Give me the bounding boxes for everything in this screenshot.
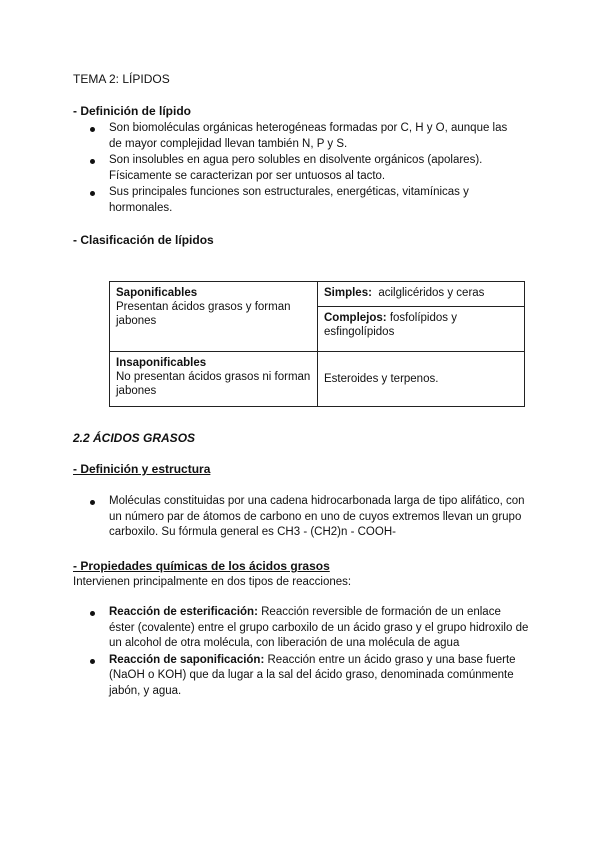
bullet-icon (90, 191, 95, 196)
subheading-definicion-estructura: - Definición y estructura (73, 462, 211, 476)
table-cell-complejos: Complejos: fosfolípidos y esfingolípidos (318, 307, 525, 352)
document-title: TEMA 2: LÍPIDOS (73, 72, 170, 86)
section-heading-definicion-lipido: - Definición de lípido (73, 104, 191, 118)
lipid-classification-table (109, 281, 525, 407)
list-item: Moléculas constituidas por una cadena hidrocarbonada larga de tipo alifático, con un número par de átomos de carbono en uno de cuyos extremos llevan un grupo carboxilo. Su fórmula general es CH3 - (CH2)n - COOH- (73, 494, 529, 541)
lipid-definition-list (73, 121, 523, 217)
table-cell-insaponificables: Insaponificables No presentan ácidos grasos ni forman jabones (110, 352, 318, 407)
table-cell-esteroides: Esteroides y terpenos. (318, 352, 525, 407)
reactions-list (73, 605, 529, 700)
list-item: Son insolubles en agua pero solubles en disolvente orgánicos (apolares). Físicamente se caracterizan por ser untuosos al tacto. (73, 153, 523, 184)
table-cell-saponificables: Saponificables Presentan ácidos grasos y forman jabones (110, 282, 318, 352)
list-item: Son biomoléculas orgánicas heterogéneas formadas por C, H y O, aunque las de mayor complejidad llevan también N, P y S. (73, 121, 523, 152)
list-item: Sus principales funciones son estructurales, energéticas, vitamínicas y hormonales. (73, 185, 523, 216)
reactions-intro: Intervienen principalmente en dos tipos de reacciones: (73, 576, 352, 588)
bullet-icon (90, 659, 95, 664)
list-item: Reacción de esterificación: Reacción reversible de formación de un enlace éster (covalente) entre el grupo carboxilo de un ácido graso y el grupo hidroxilo de un alcohol de otra molécula, con liberación de una molécula de agua (73, 605, 529, 652)
list-item: Reacción de saponificación: Reacción entre un ácido graso y una base fuerte (NaOH o KOH) que da lugar a la sal del ácido graso, denominada comúnmente jabón, y agua. (73, 653, 529, 700)
bullet-icon (90, 500, 95, 505)
bullet-icon (90, 127, 95, 132)
subheading-propiedades-quimicas: - Propiedades químicas de los ácidos grasos (73, 559, 330, 573)
table-cell-simples: Simples: acilglicéridos y ceras (318, 282, 525, 307)
fatty-acid-definition-list (73, 494, 529, 542)
bullet-icon (90, 159, 95, 164)
section-heading-clasificacion: - Clasificación de lípidos (73, 233, 214, 247)
bullet-icon (90, 611, 95, 616)
section-heading-acidos-grasos: 2.2 ÁCIDOS GRASOS (73, 431, 196, 445)
